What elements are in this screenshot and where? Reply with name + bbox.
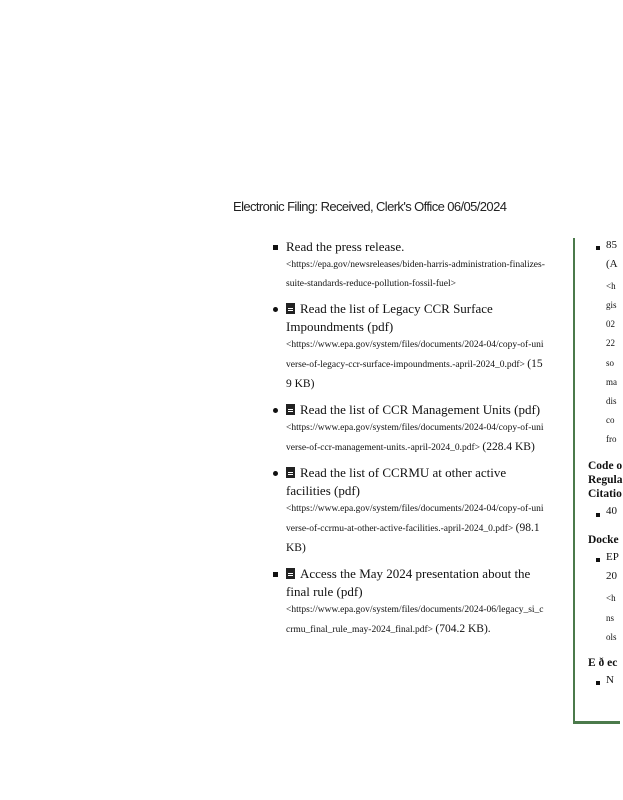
file-size: (98.1 KB) xyxy=(286,522,540,554)
eo-item: N xyxy=(606,674,614,686)
ccrmu-other-facilities-link[interactable]: Read the list of CCRMU at other active facilities (pdf) xyxy=(286,465,507,498)
bullet-dot-icon xyxy=(273,471,278,476)
sidebar-fragment: fro xyxy=(606,434,617,444)
docket-heading: Docke xyxy=(588,534,619,546)
sidebar-fragment: <h xyxy=(606,281,616,291)
sidebar-fragment: gis xyxy=(606,300,617,310)
bullet-square-icon xyxy=(273,245,278,250)
file-size: (159 KB) xyxy=(286,358,543,390)
sidebar-fragment: so xyxy=(606,358,615,368)
pdf-document-icon xyxy=(286,404,295,415)
eo-heading: E ð ec xyxy=(588,657,618,669)
code-heading: Regula xyxy=(588,474,623,486)
links-list xyxy=(270,238,546,646)
list-item xyxy=(270,238,546,294)
presentation-url[interactable]: <https://www.epa.gov/system/files/documents/2024-06/legacy_si_ccrmu_final_rule_may-2024_final.pdf> xyxy=(286,605,544,635)
bullet-square-icon xyxy=(596,246,600,250)
code-heading: Citatio xyxy=(588,488,622,500)
sidebar-fragment: <h xyxy=(606,593,616,603)
sidebar-fragment: ns xyxy=(606,613,615,623)
bullet-square-icon xyxy=(596,681,600,685)
code-heading: Code o xyxy=(588,460,623,472)
sidebar-fragment: ols xyxy=(606,632,617,642)
sidebar-fragment: 22 xyxy=(606,338,615,348)
sidebar-fragment: co xyxy=(606,415,615,425)
bullet-dot-icon xyxy=(273,307,278,312)
list-item xyxy=(270,300,546,395)
pdf-document-icon xyxy=(286,303,295,314)
sidebar-item-number: 85 xyxy=(606,239,617,251)
bullet-dot-icon xyxy=(273,408,278,413)
sidebar-fragment: ma xyxy=(606,377,617,387)
bullet-square-icon xyxy=(273,572,278,577)
right-sidebar-column xyxy=(573,238,623,724)
bullet-square-icon xyxy=(596,513,600,517)
bullet-square-icon xyxy=(596,558,600,562)
docket-item: EP xyxy=(606,551,619,563)
presentation-link[interactable]: Access the May 2024 presentation about the final rule (pdf) xyxy=(286,566,531,599)
code-item: 40 xyxy=(606,505,617,517)
ccrmu-other-facilities-url[interactable]: <https://www.epa.gov/system/files/documents/2024-04/copy-of-universe-of-ccrmu-at-other-active-facilities.-april-2024_0.pdf> xyxy=(286,504,544,534)
ccr-management-units-link[interactable]: Read the list of CCR Management Units (pdf) xyxy=(300,402,541,417)
list-item xyxy=(270,401,546,458)
legacy-ccr-list-url[interactable]: <https://www.epa.gov/system/files/documents/2024-04/copy-of-universe-of-legacy-ccr-surface-impoundments.-april-2024_0.pdf> xyxy=(286,340,544,370)
press-release-url[interactable]: <https://epa.gov/newsreleases/biden-harris-administration-finalizes-suite-standards-reduce-pollution-fossil-fuel> xyxy=(286,260,545,289)
legacy-ccr-list-link[interactable]: Read the list of Legacy CCR Surface Impoundments (pdf) xyxy=(286,301,493,334)
docket-year: 20 xyxy=(606,570,617,582)
file-size: (228.4 KB) xyxy=(482,441,535,453)
pdf-document-icon xyxy=(286,467,295,478)
press-release-link[interactable]: Read the press release. xyxy=(286,239,405,254)
electronic-filing-stamp: Electronic Filing: Received, Clerk's Office 06/05/2024 xyxy=(233,199,507,214)
list-item xyxy=(270,565,546,640)
sidebar-fragment: dis xyxy=(606,396,617,406)
file-size: (704.2 KB). xyxy=(435,623,491,635)
ccr-management-units-url[interactable]: <https://www.epa.gov/system/files/documents/2024-04/copy-of-universe-of-ccr-management-units.-april-2024_0.pdf> xyxy=(286,423,544,453)
sidebar-item-paren: (A xyxy=(606,258,618,270)
sidebar-fragment: 02 xyxy=(606,319,615,329)
list-item xyxy=(270,464,546,559)
pdf-document-icon xyxy=(286,568,295,579)
